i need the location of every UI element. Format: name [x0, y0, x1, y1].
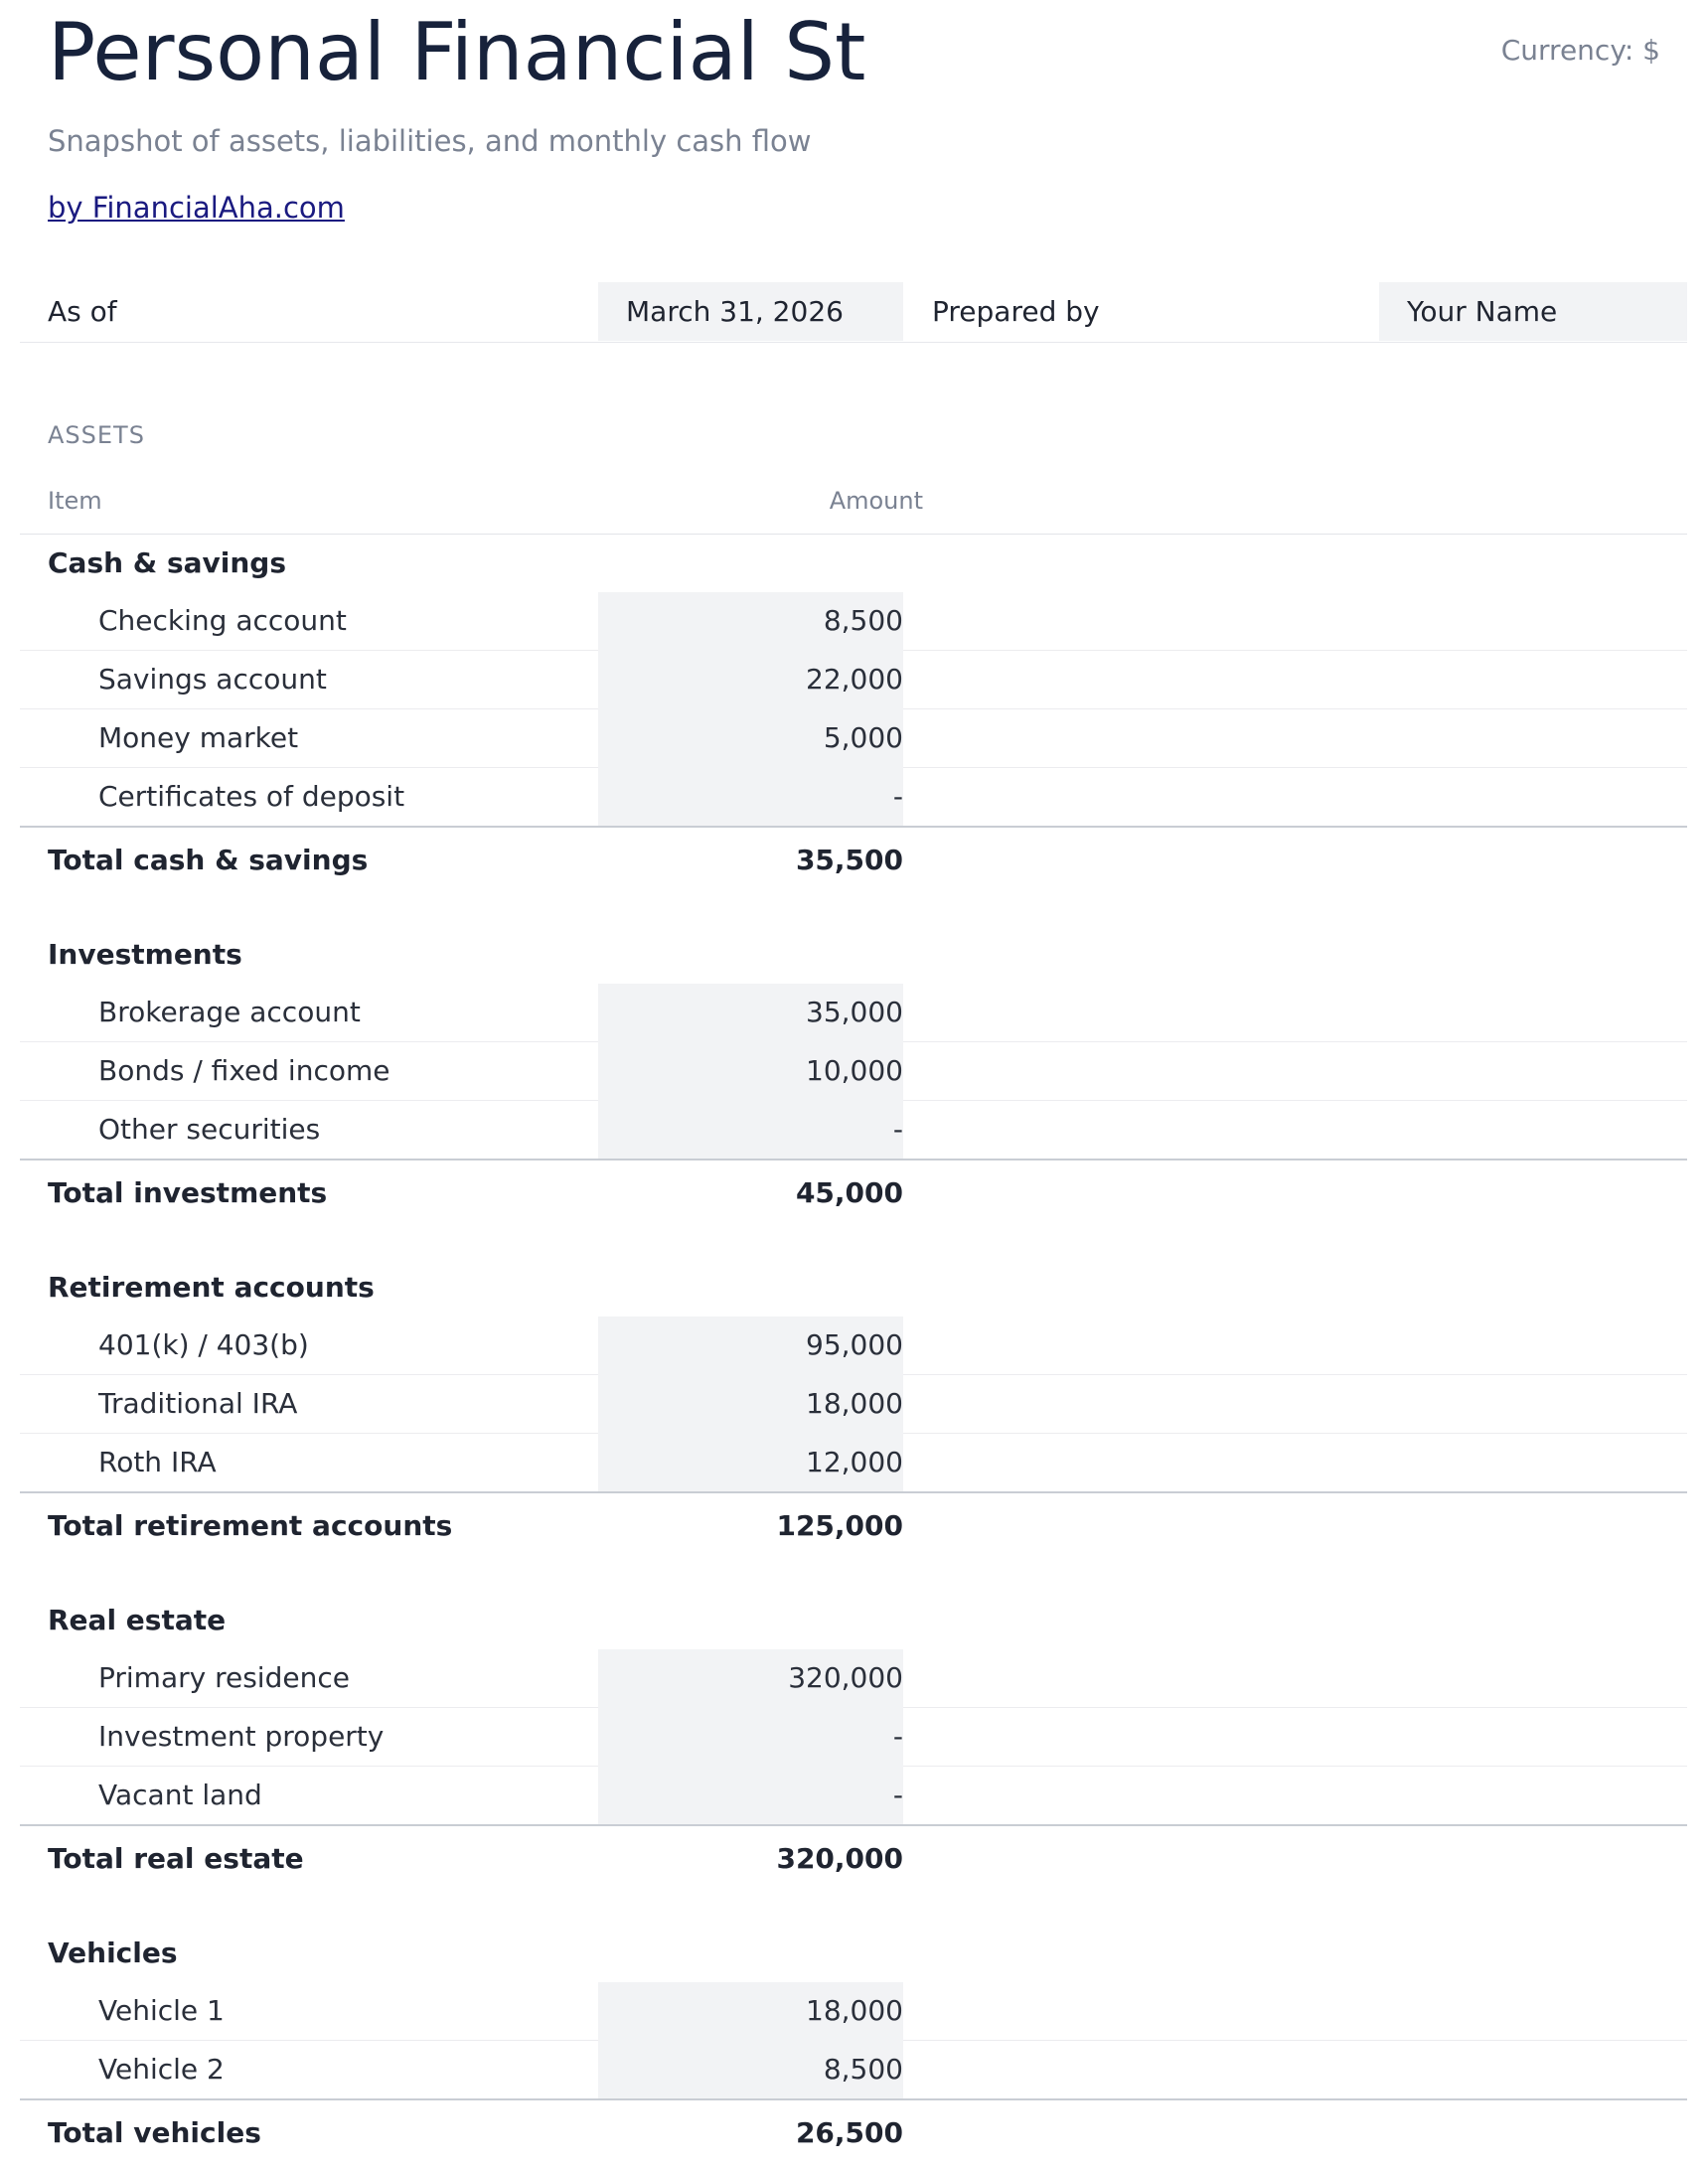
table-row	[20, 1649, 1687, 1708]
row-label: Bonds / fixed income	[98, 1054, 390, 1087]
total-label: Total vehicles	[48, 2116, 261, 2149]
amount-input[interactable]: 95,000	[598, 1316, 903, 1375]
prepared-by-label: Prepared by	[932, 295, 1100, 328]
total-row-investments	[20, 1159, 1687, 1226]
row-label: Savings account	[98, 663, 327, 696]
row-label: Roth IRA	[98, 1446, 217, 1478]
row-label: Primary residence	[98, 1661, 350, 1694]
group-heading-investments: Investments	[48, 938, 242, 971]
row-label: Traditional IRA	[98, 1387, 298, 1420]
amount-input[interactable]: 18,000	[598, 1982, 903, 2041]
currency-indicator	[1362, 34, 1660, 67]
total-value: 320,000	[776, 1842, 903, 1875]
group-heading-cash-savings: Cash & savings	[48, 546, 287, 579]
row-label: Brokerage account	[98, 996, 361, 1028]
total-label: Total real estate	[48, 1842, 304, 1875]
amount-input[interactable]: 35,000	[598, 984, 903, 1042]
table-row	[20, 1767, 1687, 1824]
row-label: Money market	[98, 721, 299, 754]
total-value: 125,000	[776, 1509, 903, 1542]
amount-input[interactable]: -	[598, 768, 903, 827]
amount-input[interactable]: -	[598, 1101, 903, 1160]
amount-input[interactable]: 8,500	[598, 592, 903, 651]
currency-label: Currency: $	[1500, 34, 1660, 67]
row-label: Certificates of deposit	[98, 780, 405, 813]
table-row	[20, 768, 1687, 826]
amount-input[interactable]: 8,500	[598, 2041, 903, 2099]
statement-meta-row	[20, 282, 1687, 343]
prepared-by-field[interactable]: Your Name	[1379, 282, 1687, 341]
table-row	[20, 592, 1687, 651]
amount-input[interactable]: 22,000	[598, 651, 903, 709]
row-label: 401(k) / 403(b)	[98, 1328, 309, 1361]
total-label: Total cash & savings	[48, 844, 369, 876]
as-of-date-field[interactable]: March 31, 2026	[598, 282, 903, 341]
page-title: Personal Financial St	[48, 6, 866, 98]
row-label: Vehicle 2	[98, 2053, 225, 2086]
table-row	[20, 1434, 1687, 1491]
amount-column-header: Amount	[829, 487, 923, 515]
amount-input[interactable]: -	[598, 1767, 903, 1825]
row-label: Other securities	[98, 1113, 321, 1146]
amount-input[interactable]: 12,000	[598, 1434, 903, 1492]
row-label: Vacant land	[98, 1779, 262, 1811]
table-row	[20, 1042, 1687, 1101]
group-heading-real-estate: Real estate	[48, 1604, 227, 1636]
amount-input[interactable]: 320,000	[598, 1649, 903, 1708]
byline-link[interactable]: by FinancialAha.com	[48, 191, 345, 225]
amount-input[interactable]: 5,000	[598, 709, 903, 768]
table-row	[20, 1708, 1687, 1767]
table-row	[20, 984, 1687, 1042]
row-label: Investment property	[98, 1720, 385, 1753]
table-row	[20, 1982, 1687, 2041]
table-row	[20, 1101, 1687, 1159]
total-row-real-estate	[20, 1824, 1687, 1892]
total-row-cash-savings	[20, 826, 1687, 893]
amount-input[interactable]: 18,000	[598, 1375, 903, 1434]
group-heading-vehicles: Vehicles	[48, 1936, 178, 1969]
total-value: 35,500	[795, 844, 903, 876]
amount-input[interactable]: 10,000	[598, 1042, 903, 1101]
total-label: Total investments	[48, 1176, 328, 1209]
total-row-vehicles	[20, 2098, 1687, 2166]
assets-section-title: ASSETS	[48, 421, 145, 449]
table-row	[20, 709, 1687, 768]
assets-ledger	[20, 534, 1687, 2166]
page-subtitle: Snapshot of assets, liabilities, and monthly cash flow	[48, 124, 812, 158]
row-label: Vehicle 1	[98, 1994, 225, 2027]
assets-column-header	[20, 479, 1687, 535]
total-label: Total retirement accounts	[48, 1509, 453, 1542]
group-heading-retirement-accounts: Retirement accounts	[48, 1271, 375, 1304]
table-row	[20, 651, 1687, 709]
row-label: Checking account	[98, 604, 347, 637]
table-row	[20, 1375, 1687, 1434]
table-row	[20, 2041, 1687, 2098]
total-row-retirement-accounts	[20, 1491, 1687, 1559]
total-value: 45,000	[795, 1176, 903, 1209]
total-value: 26,500	[795, 2116, 903, 2149]
item-column-header: Item	[48, 487, 102, 515]
as-of-label: As of	[48, 295, 117, 328]
table-row	[20, 1316, 1687, 1375]
amount-input[interactable]: -	[598, 1708, 903, 1767]
